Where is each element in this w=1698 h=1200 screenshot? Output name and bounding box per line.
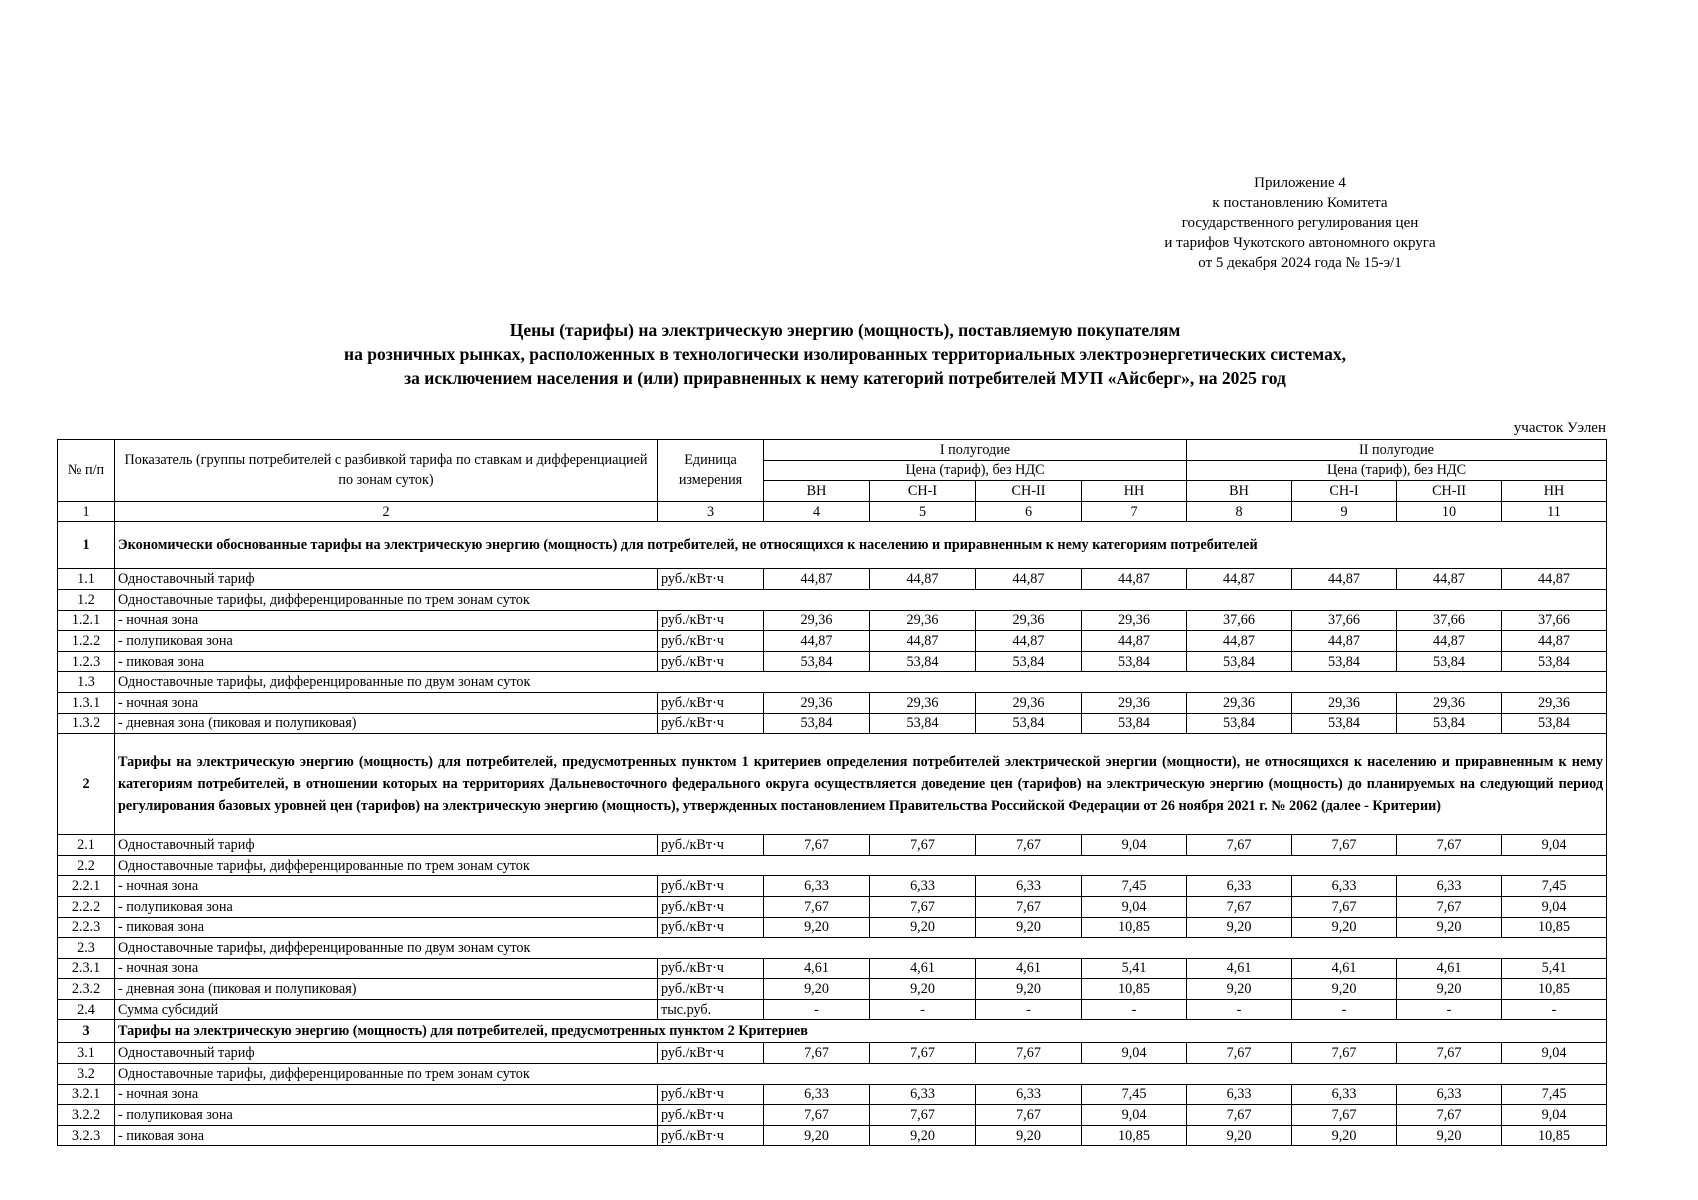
section-title: Тарифы на электрическую энергию (мощность) для потребителей, предусмотренных пунктом 2 Критериев: [115, 1020, 1607, 1043]
indicator-name: - пиковая зона: [115, 1125, 658, 1146]
unit-cell: руб./кВт·ч: [658, 979, 764, 1000]
tariff-value: 53,84: [1187, 651, 1292, 672]
tariff-value: 5,41: [1502, 958, 1607, 979]
tariff-value: 44,87: [976, 631, 1082, 652]
tariff-value: 53,84: [764, 651, 870, 672]
table-row: [58, 1043, 1607, 1064]
row-number: 3: [58, 1020, 115, 1043]
header-row-numbers: [58, 501, 1607, 522]
table-row: [58, 1084, 1607, 1105]
indicator-name: - полупиковая зона: [115, 1105, 658, 1126]
unit-cell: руб./кВт·ч: [658, 835, 764, 856]
tariff-value: 10,85: [1502, 1125, 1607, 1146]
row-number: 3.2: [58, 1064, 115, 1085]
tariff-value: 6,33: [1397, 876, 1502, 897]
tariff-value: 7,45: [1082, 876, 1187, 897]
unit-cell: руб./кВт·ч: [658, 917, 764, 938]
tariff-value: 44,87: [1502, 569, 1607, 590]
tariff-value: 7,67: [1187, 896, 1292, 917]
tariff-value: -: [1082, 999, 1187, 1020]
tariff-value: 10,85: [1082, 1125, 1187, 1146]
header-price-1: Цена (тариф), без НДС: [764, 460, 1187, 481]
row-number: 3.2.2: [58, 1105, 115, 1126]
group-title: Одноставочные тарифы, дифференцированные по двум зонам суток: [115, 672, 1607, 693]
tariff-value: 53,84: [1082, 651, 1187, 672]
header-level: ВН: [1187, 481, 1292, 502]
table-row: [58, 979, 1607, 1000]
tariff-value: 53,84: [1502, 651, 1607, 672]
tariff-value: 53,84: [976, 651, 1082, 672]
header-num: № п/п: [58, 440, 115, 502]
row-number: 2: [58, 734, 115, 835]
tariff-value: 29,36: [1187, 692, 1292, 713]
group-row: [58, 589, 1607, 610]
tariff-value: 7,67: [870, 1105, 976, 1126]
table-row: [58, 569, 1607, 590]
tariff-value: 9,04: [1082, 1105, 1187, 1126]
tariff-value: 10,85: [1502, 979, 1607, 1000]
tariff-value: -: [870, 999, 976, 1020]
tariff-value: -: [976, 999, 1082, 1020]
tariff-value: 53,84: [976, 713, 1082, 734]
annex-line: Приложение 4: [1254, 175, 1346, 191]
row-number: 2.2.2: [58, 896, 115, 917]
tariff-value: 4,61: [1187, 958, 1292, 979]
tariff-value: 5,41: [1082, 958, 1187, 979]
column-number: 3: [658, 501, 764, 522]
header-indicator: Показатель (группы потребителей с разбивкой тарифа по ставкам и дифференциацией по зонам суток): [115, 440, 658, 502]
tariff-value: -: [764, 999, 870, 1020]
document-title: [120, 318, 1570, 390]
column-number: 10: [1397, 501, 1502, 522]
tariff-value: 29,36: [1082, 692, 1187, 713]
tariff-value: 6,33: [870, 1084, 976, 1105]
tariff-value: 53,84: [1502, 713, 1607, 734]
tariff-value: 44,87: [1502, 631, 1607, 652]
tariff-value: 53,84: [1082, 713, 1187, 734]
section-title: Экономически обоснованные тарифы на электрическую энергию (мощность) для потребителей, не относящихся к населению и приравненным к нему категориям потребителей: [115, 522, 1607, 569]
tariff-value: 44,87: [870, 569, 976, 590]
table-row: [58, 631, 1607, 652]
tariff-value: 4,61: [976, 958, 1082, 979]
header-level: СН-II: [976, 481, 1082, 502]
tariff-value: 9,20: [976, 979, 1082, 1000]
tariff-value: 9,04: [1082, 835, 1187, 856]
tariff-value: 7,67: [764, 896, 870, 917]
unit-cell: руб./кВт·ч: [658, 1105, 764, 1126]
tariff-value: -: [1292, 999, 1397, 1020]
tariff-value: 10,85: [1082, 917, 1187, 938]
tariff-value: 9,20: [1292, 979, 1397, 1000]
column-number: 6: [976, 501, 1082, 522]
tariff-value: 10,85: [1502, 917, 1607, 938]
tariff-value: 6,33: [764, 876, 870, 897]
row-number: 1.2: [58, 589, 115, 610]
indicator-name: Сумма субсидий: [115, 999, 658, 1020]
tariff-value: 53,84: [1397, 651, 1502, 672]
column-number: 5: [870, 501, 976, 522]
tariff-value: -: [1502, 999, 1607, 1020]
tariff-value: 6,33: [1187, 876, 1292, 897]
tariff-value: 29,36: [1502, 692, 1607, 713]
unit-cell: тыс.руб.: [658, 999, 764, 1020]
tariff-value: 44,87: [1292, 569, 1397, 590]
table-row: [58, 651, 1607, 672]
tariff-value: 9,04: [1502, 1105, 1607, 1126]
tariff-value: 7,67: [870, 1043, 976, 1064]
tariff-value: 7,67: [976, 896, 1082, 917]
tariff-value: 9,20: [1292, 917, 1397, 938]
tariff-value: 53,84: [1397, 713, 1502, 734]
tariff-value: 9,20: [870, 917, 976, 938]
tariff-value: -: [1187, 999, 1292, 1020]
row-number: 2.3: [58, 938, 115, 959]
tariff-value: 7,45: [1502, 876, 1607, 897]
header-level: СН-II: [1397, 481, 1502, 502]
header-level: СН-I: [1292, 481, 1397, 502]
tariff-value: 7,45: [1082, 1084, 1187, 1105]
tariff-value: 7,67: [764, 1105, 870, 1126]
table-row: [58, 713, 1607, 734]
header-level: НН: [1082, 481, 1187, 502]
group-title: Одноставочные тарифы, дифференцированные по трем зонам суток: [115, 589, 1607, 610]
column-number: 4: [764, 501, 870, 522]
unit-cell: руб./кВт·ч: [658, 1125, 764, 1146]
unit-cell: руб./кВт·ч: [658, 631, 764, 652]
table-row: [58, 896, 1607, 917]
tariff-value: 6,33: [1397, 1084, 1502, 1105]
tariff-value: 44,87: [1082, 631, 1187, 652]
row-number: 2.4: [58, 999, 115, 1020]
tariff-value: 44,87: [870, 631, 976, 652]
unit-cell: руб./кВт·ч: [658, 896, 764, 917]
row-number: 2.2.1: [58, 876, 115, 897]
tariff-value: 9,04: [1502, 1043, 1607, 1064]
tariff-value: 4,61: [1397, 958, 1502, 979]
unit-cell: руб./кВт·ч: [658, 692, 764, 713]
row-number: 2.3.2: [58, 979, 115, 1000]
table-body: [58, 522, 1607, 1146]
annex-line: государственного регулирования цен: [1181, 215, 1419, 231]
title-line: за исключением населения и (или) приравненных к нему категорий потребителей МУП «Айсберг», на 2025 год: [404, 368, 1286, 388]
row-number: 1.3.1: [58, 692, 115, 713]
tariff-value: 29,36: [870, 692, 976, 713]
column-number: 11: [1502, 501, 1607, 522]
row-number: 3.2.3: [58, 1125, 115, 1146]
tariff-value: 44,87: [976, 569, 1082, 590]
tariff-value: 9,20: [870, 1125, 976, 1146]
unit-cell: руб./кВт·ч: [658, 1084, 764, 1105]
title-line: Цены (тарифы) на электрическую энергию (мощность), поставляемую покупателям: [509, 320, 1181, 340]
tariff-value: 7,67: [764, 1043, 870, 1064]
tariff-value: 29,36: [764, 610, 870, 631]
tariff-value: 6,33: [764, 1084, 870, 1105]
tariff-value: 4,61: [764, 958, 870, 979]
tariff-value: 7,67: [1292, 896, 1397, 917]
annex-line: к постановлению Комитета: [1212, 195, 1388, 211]
tariff-value: 9,20: [764, 917, 870, 938]
row-number: 2.1: [58, 835, 115, 856]
unit-cell: руб./кВт·ч: [658, 610, 764, 631]
tariff-value: 53,84: [1292, 651, 1397, 672]
tariff-value: 7,67: [1187, 835, 1292, 856]
unit-cell: руб./кВт·ч: [658, 651, 764, 672]
title-line: на розничных рынках, расположенных в технологически изолированных территориальных электроэнергетических системах,: [344, 344, 1346, 364]
tariff-value: 29,36: [870, 610, 976, 631]
row-number: 3.2.1: [58, 1084, 115, 1105]
tariff-value: 7,67: [976, 1105, 1082, 1126]
tariff-value: 6,33: [976, 876, 1082, 897]
header-level: НН: [1502, 481, 1607, 502]
row-number: 2.2: [58, 855, 115, 876]
tariff-value: 29,36: [1082, 610, 1187, 631]
table-row: [58, 876, 1607, 897]
tariff-value: 44,87: [1397, 569, 1502, 590]
tariff-value: 9,20: [1187, 917, 1292, 938]
header-half-1: I полугодие: [764, 440, 1187, 461]
tariff-value: 9,20: [870, 979, 976, 1000]
tariff-value: 4,61: [870, 958, 976, 979]
indicator-name: - ночная зона: [115, 876, 658, 897]
tariff-value: -: [1397, 999, 1502, 1020]
tariff-value: 6,33: [1292, 876, 1397, 897]
tariff-value: 7,67: [1292, 1105, 1397, 1126]
tariff-value: 7,67: [976, 835, 1082, 856]
row-number: 1.3.2: [58, 713, 115, 734]
tariff-value: 10,85: [1082, 979, 1187, 1000]
tariff-value: 7,67: [1397, 1105, 1502, 1126]
header-price-2: Цена (тариф), без НДС: [1187, 460, 1607, 481]
tariff-value: 37,66: [1187, 610, 1292, 631]
table-row: [58, 610, 1607, 631]
unit-cell: руб./кВт·ч: [658, 958, 764, 979]
unit-cell: руб./кВт·ч: [658, 713, 764, 734]
tariff-value: 7,67: [870, 896, 976, 917]
indicator-name: - ночная зона: [115, 692, 658, 713]
tariff-value: 7,67: [1292, 1043, 1397, 1064]
section-row: [58, 522, 1607, 569]
tariff-value: 7,67: [1397, 835, 1502, 856]
annex-block: [1080, 173, 1520, 273]
tariff-value: 6,33: [1187, 1084, 1292, 1105]
tariff-value: 9,20: [976, 917, 1082, 938]
tariff-value: 9,20: [1397, 979, 1502, 1000]
tariff-value: 29,36: [1292, 692, 1397, 713]
tariff-value: 29,36: [1397, 692, 1502, 713]
tariff-value: 9,20: [976, 1125, 1082, 1146]
unit-cell: руб./кВт·ч: [658, 1043, 764, 1064]
column-number: 1: [58, 501, 115, 522]
tariff-value: 6,33: [976, 1084, 1082, 1105]
group-row: [58, 938, 1607, 959]
indicator-name: Одноставочный тариф: [115, 1043, 658, 1064]
tariff-value: 53,84: [1292, 713, 1397, 734]
column-number: 8: [1187, 501, 1292, 522]
indicator-name: Одноставочный тариф: [115, 569, 658, 590]
tariff-value: 29,36: [976, 692, 1082, 713]
tariff-value: 44,87: [1187, 569, 1292, 590]
tariff-value: 6,33: [1292, 1084, 1397, 1105]
indicator-name: - ночная зона: [115, 610, 658, 631]
tariff-value: 9,20: [1187, 979, 1292, 1000]
tariff-value: 9,20: [1397, 1125, 1502, 1146]
tariff-value: 37,66: [1397, 610, 1502, 631]
location-label: участок Уэлен: [1513, 420, 1606, 436]
tariff-value: 9,20: [1187, 1125, 1292, 1146]
tariff-value: 44,87: [1292, 631, 1397, 652]
header-row-1: [58, 440, 1607, 461]
indicator-name: - полупиковая зона: [115, 631, 658, 652]
tariff-value: 6,33: [870, 876, 976, 897]
column-number: 9: [1292, 501, 1397, 522]
indicator-name: - ночная зона: [115, 1084, 658, 1105]
annex-line: и тарифов Чукотского автономного округа: [1164, 235, 1436, 251]
row-number: 1.2.3: [58, 651, 115, 672]
tariff-value: 9,20: [764, 979, 870, 1000]
tariff-value: 7,67: [870, 835, 976, 856]
tariff-value: 44,87: [764, 631, 870, 652]
tariff-value: 4,61: [1292, 958, 1397, 979]
header-level: СН-I: [870, 481, 976, 502]
unit-cell: руб./кВт·ч: [658, 876, 764, 897]
tariff-value: 9,20: [764, 1125, 870, 1146]
tariff-value: 53,84: [870, 651, 976, 672]
header-unit: Единица измерения: [658, 440, 764, 502]
tariff-value: 7,45: [1502, 1084, 1607, 1105]
annex-line: от 5 декабря 2024 года № 15-э/1: [1198, 255, 1402, 271]
indicator-name: - ночная зона: [115, 958, 658, 979]
row-number: 1: [58, 522, 115, 569]
group-row: [58, 672, 1607, 693]
tariff-value: 44,87: [1187, 631, 1292, 652]
group-row: [58, 855, 1607, 876]
tariff-value: 29,36: [764, 692, 870, 713]
tariff-value: 37,66: [1292, 610, 1397, 631]
tariff-value: 29,36: [976, 610, 1082, 631]
header-half-2: II полугодие: [1187, 440, 1607, 461]
group-title: Одноставочные тарифы, дифференцированные по трем зонам суток: [115, 1064, 1607, 1085]
tariff-value: 7,67: [764, 835, 870, 856]
tariff-value: 44,87: [764, 569, 870, 590]
table-row: [58, 692, 1607, 713]
table-row: [58, 958, 1607, 979]
tariff-value: 53,84: [870, 713, 976, 734]
row-number: 1.2.1: [58, 610, 115, 631]
section-row: [58, 734, 1607, 835]
tariff-value: 7,67: [1187, 1105, 1292, 1126]
tariff-value: 7,67: [1397, 896, 1502, 917]
tariff-value: 44,87: [1397, 631, 1502, 652]
group-title: Одноставочные тарифы, дифференцированные по трем зонам суток: [115, 855, 1607, 876]
tariff-value: 53,84: [764, 713, 870, 734]
tariff-value: 9,04: [1082, 1043, 1187, 1064]
column-number: 2: [115, 501, 658, 522]
row-number: 1.2.2: [58, 631, 115, 652]
tariff-value: 7,67: [1292, 835, 1397, 856]
table-row: [58, 999, 1607, 1020]
tariff-value: 9,04: [1502, 835, 1607, 856]
column-number: 7: [1082, 501, 1187, 522]
table-row: [58, 835, 1607, 856]
group-row: [58, 1064, 1607, 1085]
tariff-value: 37,66: [1502, 610, 1607, 631]
tariff-value: 44,87: [1082, 569, 1187, 590]
tariff-table: [57, 439, 1607, 1146]
header-level: ВН: [764, 481, 870, 502]
tariff-value: 9,04: [1082, 896, 1187, 917]
row-number: 1.1: [58, 569, 115, 590]
indicator-name: - дневная зона (пиковая и полупиковая): [115, 979, 658, 1000]
section-row: [58, 1020, 1607, 1043]
tariff-value: 53,84: [1187, 713, 1292, 734]
section-title: Тарифы на электрическую энергию (мощность) для потребителей, предусмотренных пунктом 1 критериев определения потребителей электрической энергии (мощности), не относящихся к населению и приравненным к нему категориям потребителей, в отношении которых на территориях Дальневосточного федерального округа осуществляется доведение цен (тарифов) на электрическую энергию (мощность) до планируемых на следующий период регулирования базовых уровней цен (тарифов) на электрическую энергию (мощность), утвержденных постановлением Правительства Российской Федерации от 26 ноября 2021 г. № 2062 (далее - Критерии): [115, 734, 1607, 835]
indicator-name: - дневная зона (пиковая и полупиковая): [115, 713, 658, 734]
row-number: 1.3: [58, 672, 115, 693]
row-number: 2.2.3: [58, 917, 115, 938]
tariff-value: 7,67: [1397, 1043, 1502, 1064]
group-title: Одноставочные тарифы, дифференцированные по двум зонам суток: [115, 938, 1607, 959]
row-number: 2.3.1: [58, 958, 115, 979]
tariff-value: 9,20: [1292, 1125, 1397, 1146]
indicator-name: Одноставочный тариф: [115, 835, 658, 856]
table-row: [58, 917, 1607, 938]
indicator-name: - пиковая зона: [115, 651, 658, 672]
tariff-value: 7,67: [976, 1043, 1082, 1064]
indicator-name: - пиковая зона: [115, 917, 658, 938]
table-row: [58, 1125, 1607, 1146]
indicator-name: - полупиковая зона: [115, 896, 658, 917]
tariff-value: 9,04: [1502, 896, 1607, 917]
tariff-value: 7,67: [1187, 1043, 1292, 1064]
tariff-value: 9,20: [1397, 917, 1502, 938]
unit-cell: руб./кВт·ч: [658, 569, 764, 590]
row-number: 3.1: [58, 1043, 115, 1064]
table-row: [58, 1105, 1607, 1126]
